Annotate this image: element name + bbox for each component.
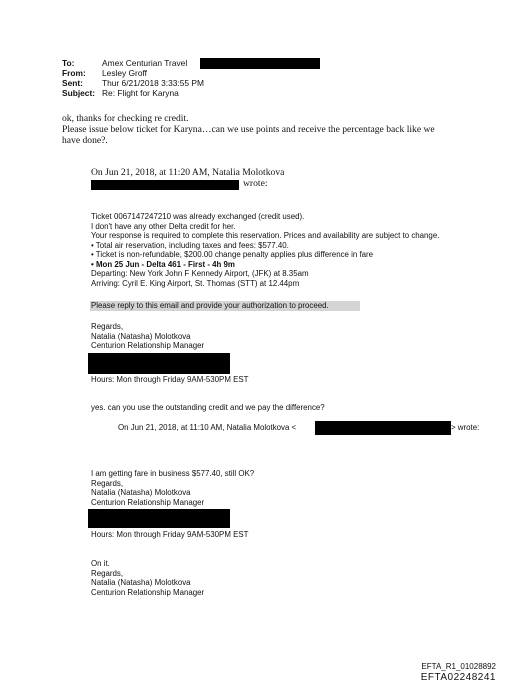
msg1-bullet-refund: • Ticket is non-refundable, $200.00 change penalty applies plus difference in fare — [91, 250, 374, 259]
msg1-departing: Departing: New York John F Kennedy Airport, (JFK) at 8.35am — [91, 269, 309, 278]
nested-quote-line: On Jun 21, 2018, at 11:10 AM, Natalia Molotkova < — [118, 423, 297, 432]
footer-code-1: EFTA_R1_01028892 — [421, 662, 496, 671]
msg1-authorization — [90, 301, 360, 311]
msg1-bullet-total: • Total air reservation, including taxes and fees: $577.40. — [91, 240, 289, 250]
msg1-signature-name: Natalia (Natasha) Molotkova — [91, 331, 191, 341]
msg3-hours: Hours: Mon through Friday 9AM-530PM EST — [91, 530, 249, 539]
msg3-signature-role: Centurion Relationship Manager — [91, 497, 205, 507]
redaction-msg3-signature — [88, 509, 230, 528]
msg1-line-2: I don't have any other Delta credit for her. — [91, 221, 236, 231]
msg4-signature-role: Centurion Relationship Manager — [91, 587, 205, 597]
footer-code-2: EFTA02248241 — [420, 672, 496, 683]
redaction-msg1-signature — [88, 353, 230, 374]
msg1-line-1: Ticket 0067147247210 was already exchanged (credit used). — [91, 212, 305, 221]
to-label: To: — [62, 58, 75, 68]
msg2-text: yes. can you use the outstanding credit and we pay the difference? — [91, 403, 325, 412]
nested-quote-wrote: > wrote: — [451, 423, 480, 432]
subject-value: Re: Flight for Karyna — [102, 88, 179, 98]
msg1-arriving: Arriving: Cyril E. King Airport, St. Thomas (STT) at 12.44pm — [91, 278, 300, 288]
msg4-line-1: On it. — [91, 559, 110, 568]
redaction-to — [200, 58, 320, 69]
msg1-hours: Hours: Mon through Friday 9AM-530PM EST — [91, 375, 249, 384]
msg3-line-1: I am getting fare in business $577.40, still OK? — [91, 469, 255, 478]
sent-label: Sent: — [62, 78, 83, 88]
msg3-signature-name: Natalia (Natasha) Molotkova — [91, 488, 191, 497]
from-label: From: — [62, 68, 86, 78]
from-value: Lesley Groff — [102, 68, 147, 78]
reply-line-1: ok, thanks for checking re credit. — [62, 113, 189, 124]
quoted-wrote: wrote: — [243, 178, 268, 189]
msg1-bullet-flight: • Mon 25 Jun - Delta 461 - First - 4h 9m — [91, 259, 235, 269]
msg4-regards: Regards, — [91, 568, 124, 578]
msg1-signature-role: Centurion Relationship Manager — [91, 341, 205, 350]
reply-line-2: Please issue below ticket for Karyna…can we use points and receive the percentage back like we — [62, 124, 435, 135]
redaction-quoted-email — [91, 180, 239, 190]
msg4-signature-name: Natalia (Natasha) Molotkova — [91, 578, 191, 587]
subject-label: Subject: — [62, 88, 96, 98]
reply-line-3: have done?. — [62, 135, 108, 146]
redaction-nested-email — [315, 421, 451, 435]
msg1-authorization-text: Please reply to this email and provide your authorization to proceed. — [91, 301, 329, 310]
quoted-header-line: On Jun 21, 2018, at 11:20 AM, Natalia Molotkova — [91, 167, 285, 178]
msg3-regards: Regards, — [91, 478, 124, 488]
sent-value: Thur 6/21/2018 3:33:55 PM — [102, 78, 204, 88]
msg1-regards: Regards, — [91, 322, 124, 331]
to-value: Amex Centurian Travel — [102, 58, 188, 68]
msg1-line-3: Your response is required to complete this reservation. Prices and availability are subject to change. — [91, 231, 440, 240]
